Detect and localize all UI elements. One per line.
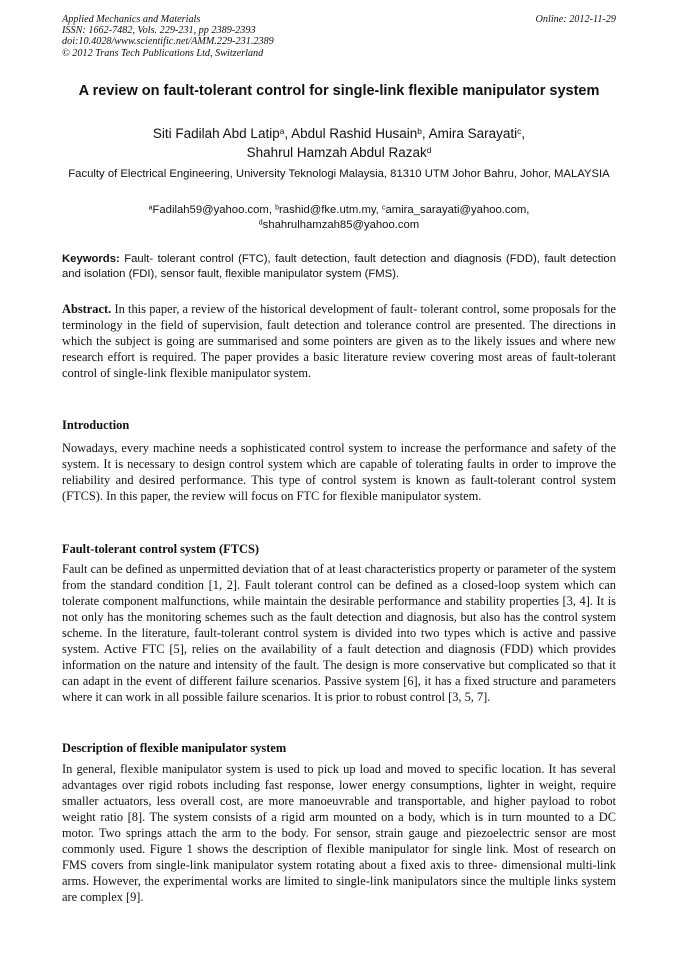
author-superscript: b bbox=[417, 125, 422, 136]
paper-title: A review on fault-tolerant control for single-link flexible manipulator system bbox=[78, 83, 600, 99]
keywords-text: Fault- tolerant control (FTC), fault detection, fault detection and diagnosis (FDD), fault detection and isolation (FDI), sensor fault, flexible manipulator system (FMS). bbox=[62, 253, 616, 280]
author-superscript: d bbox=[426, 144, 432, 155]
keywords-paragraph bbox=[62, 252, 616, 281]
author-separator: , bbox=[421, 126, 429, 141]
section-body-ftcs: Fault can be defined as unpermitted deviation that of at least characteristics property or parameter of the system from the standard condition [1, 2]. Fault tolerant control can be defined as a closed-loop system which can tolerate component malfunctions, while maintain the desirable performance and stability properties [3, 4]. It is not only has the monitoring schemes such as the fault detection and diagnosis, but also has the control system scheme. In the literature, fault-tolerant control system is divided into two types which is active and passive system. Active FTC [5], relies on the availability of a fault detection and diagnosis (FDD) which provides information on the nature and intensity of the fault. The design is more conservative but complicated so that it can adapt in the event of different failure scenarios. Passive system [6], it has a fixed structure and parameters where it can work in all possible failure scenarios. It is prior to robust control [3, 5, 7]. bbox=[62, 562, 616, 704]
author-email: shahrulhamzah85@yahoo.com bbox=[262, 219, 420, 231]
section-heading-ftcs: Fault-tolerant control system (FTCS) bbox=[62, 542, 259, 556]
section-heading-introduction: Introduction bbox=[62, 418, 130, 432]
journal-doi: doi:10.4028/www.scientific.net/AMM.229-231.2389 bbox=[62, 36, 274, 48]
section-body-introduction: Nowadays, every machine needs a sophisticated control system to increase the performance and safety of the system. It is necessary to design control system which are capable of tolerating faults in order to improve the reliability and desired performance. This type of control system is known as fault-tolerant control system (FTCS). In this paper, the review will focus on FTC for flexible manipulator system. bbox=[62, 441, 616, 503]
keywords-label: Keywords: bbox=[62, 253, 120, 265]
author-separator: , bbox=[284, 126, 292, 141]
email-superscript: d bbox=[258, 219, 263, 227]
abstract-paragraph bbox=[62, 301, 616, 381]
author-email: amira_sarayati@yahoo.com bbox=[385, 204, 527, 216]
online-date: Online: 2012-11-29 bbox=[535, 14, 616, 25]
journal-issn: ISSN: 1662-7482, Vols. 229-231, pp 2389-2393 bbox=[62, 25, 256, 37]
email-separator: , bbox=[268, 204, 276, 216]
journal-header bbox=[62, 14, 616, 59]
email-separator: , bbox=[526, 204, 530, 216]
journal-name: Applied Mechanics and Materials bbox=[62, 14, 201, 25]
author-name: Siti Fadilah Abd Latip bbox=[152, 126, 280, 141]
author-superscript: c bbox=[517, 125, 522, 136]
author-list bbox=[62, 124, 616, 162]
abstract-label: Abstract. bbox=[62, 302, 112, 316]
abstract-text: In this paper, a review of the historical development of fault- tolerant control, some proposals for the terminology in the field of supervision, fault detection and tolerance control are presented. The directions in which the subject is going are summarised and some pointers are given as to the likely issues and where new research effort is required. The paper provides a basic literature review covering most areas of fault-tolerant control of single-link flexible manipulator system. bbox=[62, 302, 616, 380]
section-heading-flexible-manipulator: Description of flexible manipulator system bbox=[62, 741, 287, 755]
author-name: Abdul Rashid Husain bbox=[291, 126, 418, 141]
section-body-flexible-manipulator: In general, flexible manipulator system is used to pick up load and moved to specific location. It has several advantages over rigid robots including fast response, lower energy consumptions, lighter in weight, require smaller actuators, less overall cost, are more manoeuvrable and transportable, and higher payload to robot weight ratio [8]. The system consists of a rigid arm mounted on a body, which is in turn mounted to a DC motor. Two springs attach the arm to the body. For sensor, strain gauge and piezoelectric sensor are most commonly used. Figure 1 shows the description of flexible manipulator for single link. Most of research on FMS covers from single-link manipulator system rotating about a fixed axis to three- dimensional multi-link arms. However, the experimental works are limited to single-link manipulators since the multiple links system are complex [9]. bbox=[62, 762, 616, 904]
author-email: Fadilah59@yahoo.com bbox=[152, 204, 269, 216]
email-list bbox=[62, 203, 616, 233]
email-separator: , bbox=[375, 204, 382, 216]
email-superscript: b bbox=[275, 204, 280, 212]
affiliation: Faculty of Electrical Engineering, University Teknologi Malaysia, 81310 UTM Johor Bahru, Johor, MALAYSIA bbox=[68, 168, 610, 180]
email-superscript: a bbox=[148, 204, 153, 212]
author-superscript: a bbox=[279, 125, 285, 136]
author-separator: , bbox=[521, 126, 526, 141]
author-name: Shahrul Hamzah Abdul Razak bbox=[246, 145, 427, 160]
email-superscript: c bbox=[381, 204, 386, 212]
author-name: Amira Sarayati bbox=[428, 126, 518, 141]
copyright-line: © 2012 Trans Tech Publications Ltd, Switzerland bbox=[62, 47, 264, 59]
author-email: rashid@fke.utm.my bbox=[279, 204, 376, 216]
